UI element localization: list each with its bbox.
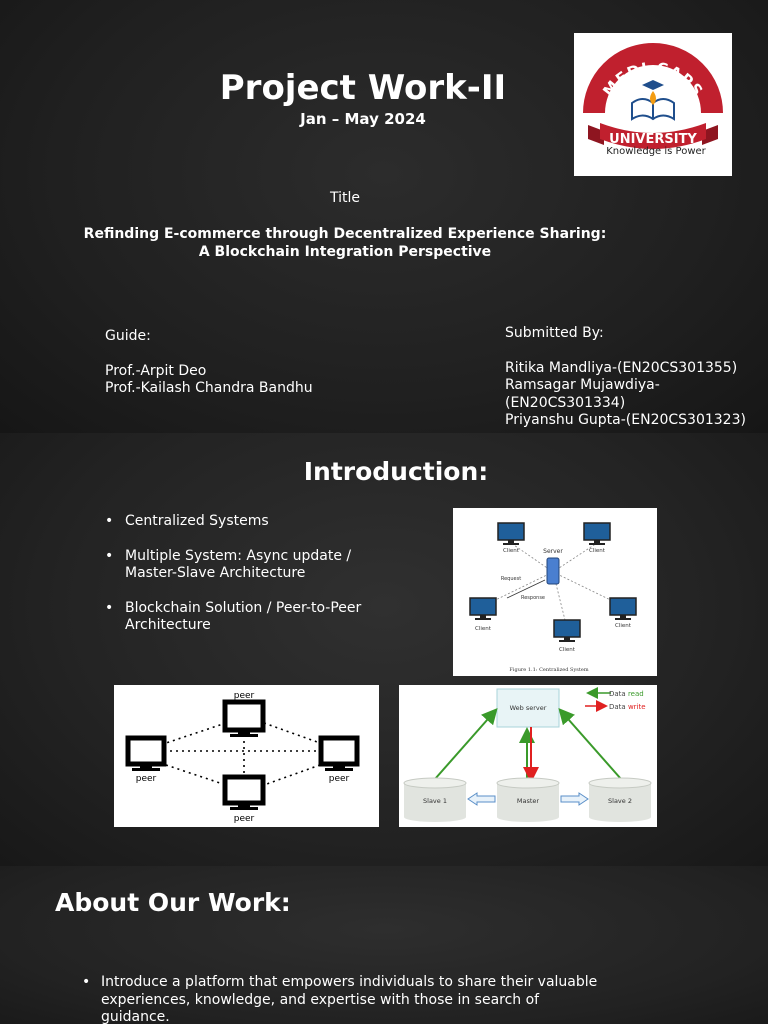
project-title-line2: A Blockchain Integration Perspective xyxy=(198,244,492,260)
member-name: (EN20CS301334) xyxy=(505,394,626,411)
guide-block xyxy=(105,328,313,398)
client-monitor-icon xyxy=(470,598,496,620)
server-label: Server xyxy=(543,548,563,555)
client-label: Client xyxy=(559,647,575,653)
legend-data: Data write xyxy=(609,703,646,711)
peer-to-peer-diagram xyxy=(114,685,379,827)
peer-label: peer xyxy=(328,774,350,784)
client-label: Client xyxy=(475,626,491,632)
replication-arrow-icon xyxy=(468,793,495,805)
date-range: Jan – May 2024 xyxy=(300,110,426,128)
submitted-label: Submitted By: xyxy=(505,325,604,341)
web-server-label: Web server xyxy=(509,704,547,712)
peer-monitor-icon xyxy=(128,738,164,771)
peer-label: peer xyxy=(233,691,255,701)
member-name: Priyanshu Gupta-(EN20CS301323) xyxy=(505,412,746,428)
project-title xyxy=(40,225,650,261)
title-label: Title xyxy=(329,190,360,206)
centralized-system-diagram xyxy=(453,508,657,676)
master-slave-diagram xyxy=(399,685,657,827)
slave1-label: Slave 1 xyxy=(423,797,447,805)
list-item: • Centralized Systems xyxy=(105,513,405,531)
about-slide xyxy=(0,866,768,1024)
figure-caption: Figure 1.1: Centralized System xyxy=(509,667,589,673)
server-icon xyxy=(547,558,559,584)
peer-monitor-icon xyxy=(321,738,357,771)
client-label: Client xyxy=(503,548,519,554)
introduction-slide xyxy=(0,433,768,866)
guide-name: Prof.-Kailash Chandra Bandhu xyxy=(105,380,313,396)
intro-bullet-list xyxy=(105,513,405,652)
legend-data: Data read xyxy=(609,690,644,698)
section-title: Introduction: xyxy=(303,457,489,486)
replication-arrow-icon xyxy=(561,793,588,805)
guide-name: Prof.-Arpit Deo xyxy=(105,362,207,379)
peer-label: peer xyxy=(135,774,157,784)
peer-monitor-icon xyxy=(225,702,263,737)
university-logo-icon xyxy=(574,33,732,176)
logo-top-text: MEDI-CAPS xyxy=(599,58,707,100)
peer-monitor-icon xyxy=(225,777,263,810)
peer-label: peer xyxy=(233,814,255,824)
client-label: Client xyxy=(615,623,631,629)
list-item: • Blockchain Solution / Peer-to-Peer Architecture xyxy=(105,600,405,635)
master-label: Master xyxy=(516,797,540,805)
client-monitor-icon xyxy=(584,523,610,545)
client-monitor-icon xyxy=(498,523,524,545)
guide-label: Guide: xyxy=(105,328,151,344)
university-logo xyxy=(574,33,732,176)
client-label: Client xyxy=(589,548,605,554)
logo-tagline: Knowledge is Power xyxy=(606,146,706,157)
member-name: Ramsagar Mujawdiya- xyxy=(505,377,660,393)
logo-banner-text: UNIVERSITY xyxy=(609,132,697,147)
member-name: Ritika Mandliya-(EN20CS301355) xyxy=(505,359,738,376)
section-title: About Our Work: xyxy=(55,888,291,917)
submitted-block xyxy=(505,325,765,430)
response-label: Response xyxy=(520,595,546,601)
list-item: • Multiple System: Async update / Master-Slave Architecture xyxy=(105,548,405,583)
client-monitor-icon xyxy=(554,620,580,642)
title-slide xyxy=(0,0,768,433)
slave2-label: Slave 2 xyxy=(608,797,632,805)
project-title-line1: Refinding E-commerce through Decentralized Experience Sharing: xyxy=(83,226,607,242)
page-title: Project Work-II xyxy=(219,68,507,108)
about-bullet-list xyxy=(82,974,612,1024)
list-item: • Introduce a platform that empowers individuals to share their valuable experiences, knowledge, and expertise with those in search of guidance. xyxy=(82,974,612,1024)
request-label: Request xyxy=(500,576,522,582)
client-monitor-icon xyxy=(610,598,636,620)
